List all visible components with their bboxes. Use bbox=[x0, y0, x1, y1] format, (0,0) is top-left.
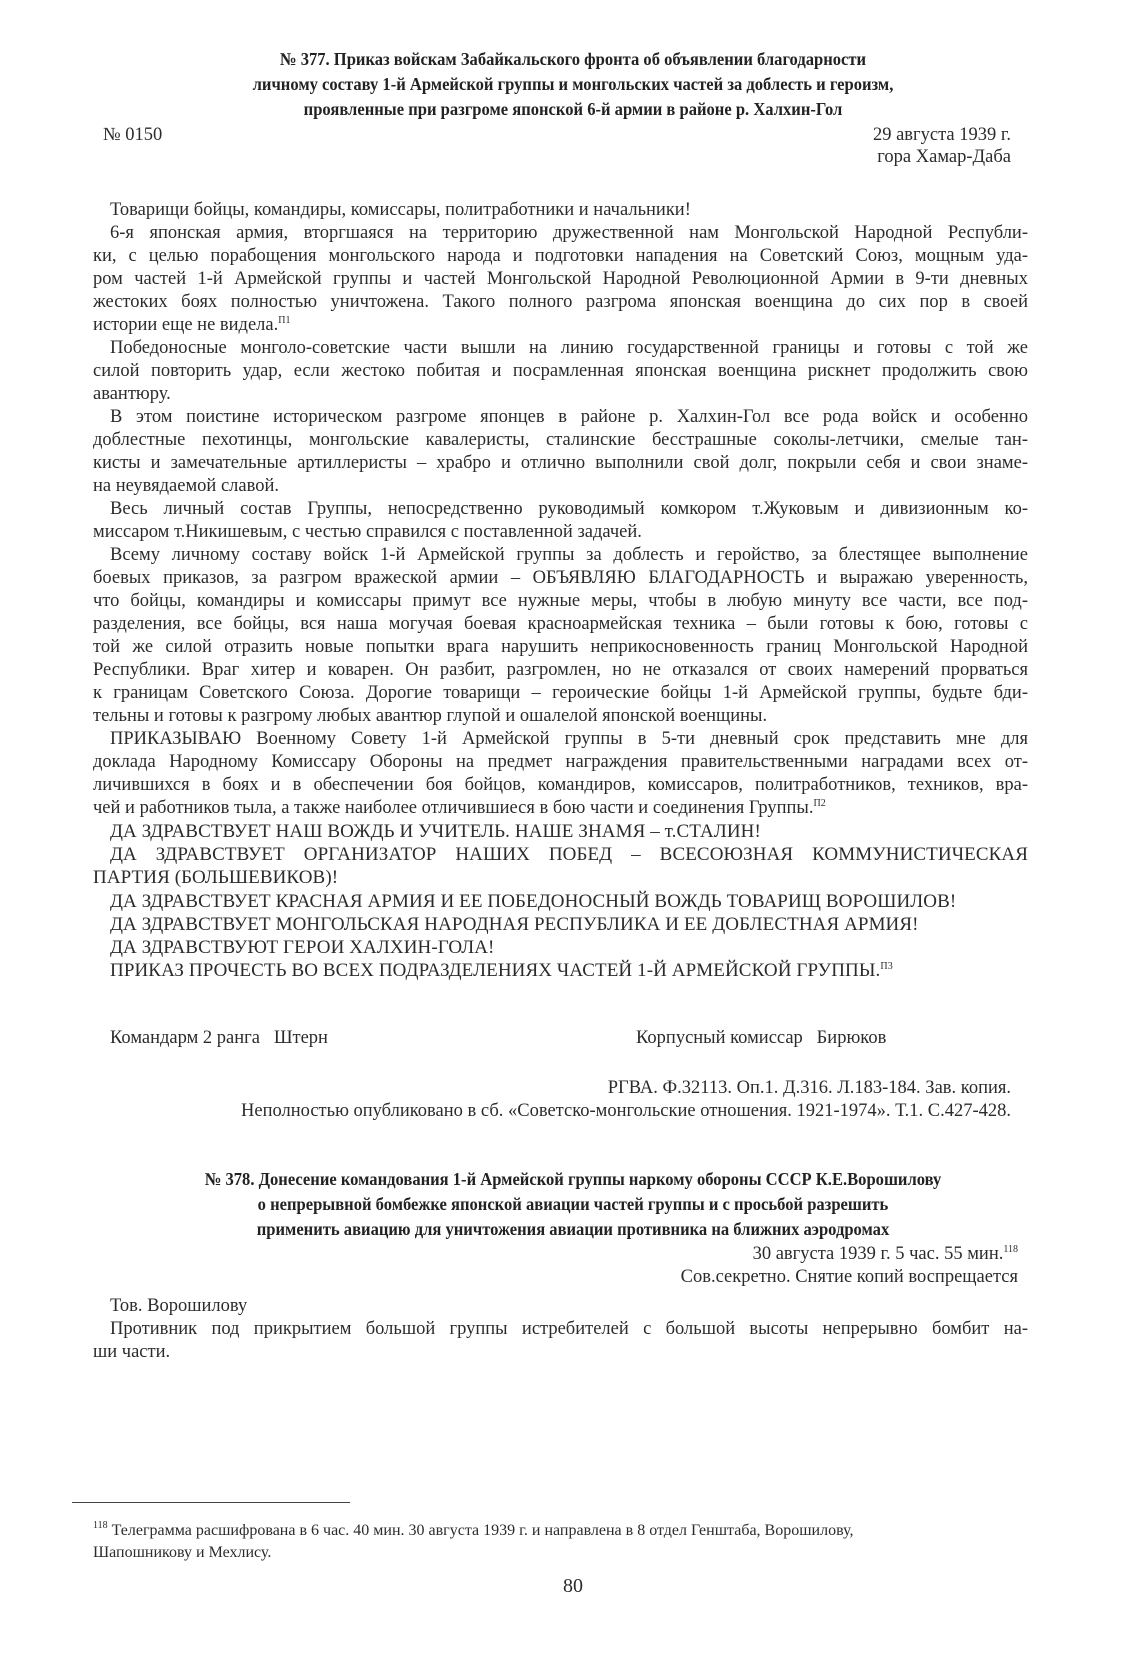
doc378-title-line: о непрерывной бомбежке японской авиации частей группы и с просьбой разрешить bbox=[257, 1194, 889, 1214]
doc377-order-number: № 0150 bbox=[103, 125, 163, 145]
body-line: ПРИКАЗЫВАЮ Военному Совету 1-й Армейской группы в 5-ти дневный срок представить мне для bbox=[110, 729, 1028, 749]
body-line: истории еще не видела.$^{П1}$ bbox=[93, 315, 291, 335]
body-line: силой повторить удар, если жестоко побитая и посрамленная японская военщина рискнет продолжить свою bbox=[93, 361, 1028, 381]
signature-left: Командарм 2 ранга Штерн bbox=[110, 1028, 328, 1048]
footnote-mark: П2 bbox=[813, 798, 826, 809]
publication-reference: Неполностью опубликовано в сб. «Советско-монгольские отношения. 1921-1974». Т.1. С.427-428. bbox=[241, 1101, 1011, 1121]
body-line: личившихся в боях и в обеспечении боя бойцов, командиров, комиссаров, политработников, техников, вра- bbox=[93, 775, 1028, 795]
doc377-date: 29 августа 1939 г. bbox=[872, 125, 1011, 145]
body-line: той же силой отразить новые попытки врага нарушить неприкосновенность границ Монгольской Народной bbox=[93, 637, 1028, 657]
doc377-title-line: проявленные при разгроме японской 6-й армии в районе р. Халхин-Гол bbox=[303, 99, 843, 119]
slogan: ДА ЗДРАВСТВУЕТ МОНГОЛЬСКАЯ НАРОДНАЯ РЕСПУБЛИКА И ЕЕ ДОБЛЕСТНАЯ АРМИЯ! bbox=[110, 914, 919, 935]
body-line: В этом поистине историческом разгроме японцев в районе р. Халхин-Гол все рода войск и особенно bbox=[110, 407, 1028, 427]
body-line: на неувядаемой славой. bbox=[93, 476, 279, 496]
body-line: ши части. bbox=[93, 1342, 171, 1362]
doc378-title-line: № 378. Донесение командования 1-й Армейской группы наркому обороны СССР К.Е.Ворошилову bbox=[204, 1169, 942, 1189]
page-number: 80 bbox=[563, 1575, 583, 1597]
body-line: к границам Советского Союза. Дорогие товарищи – героические бойцы 1-й Армейской группы, будьте бди- bbox=[93, 683, 1028, 703]
body-line: ки, с целью порабощения монгольского народа и подготовки нападения на Советский Союз, мощным уда- bbox=[93, 246, 1028, 266]
body-line: боевых приказов, за разгром вражеской армии – ОБЪЯВЛЯЮ БЛАГОДАРНОСТЬ и выражаю уверенность, bbox=[93, 568, 1028, 588]
signature-right: Корпусный комиссар Бирюков bbox=[636, 1028, 887, 1048]
body-line: миссаром т.Никишевым, с честью справился с поставленной задачей. bbox=[93, 522, 642, 542]
body-line: ром частей 1-й Армейской группы и частей Монгольской Народной Революционной Армии в 9-ти дневных bbox=[93, 269, 1028, 289]
body-line: Противник под прикрытием большой группы истребителей с большой высоты непрерывно бомбит на- bbox=[110, 1319, 1028, 1339]
slogan: ДА ЗДРАВСТВУЕТ КРАСНАЯ АРМИЯ И ЕЕ ПОБЕДОНОСНЫЙ ВОЖДЬ ТОВАРИЩ ВОРОШИЛОВ! bbox=[110, 891, 957, 912]
body-line: авантюру. bbox=[93, 384, 171, 404]
footnote-mark: 118 bbox=[1003, 1244, 1018, 1255]
doc377-title-line: личному составу 1-й Армейской группы и монгольских частей за доблесть и героизм, bbox=[252, 74, 894, 94]
doc377-place: гора Хамар-Даба bbox=[877, 147, 1011, 167]
body-line: доклада Народному Комиссару Обороны на предмет награждения правительственными наградами всех от- bbox=[93, 752, 1028, 772]
slogan: ДА ЗДРАВСТВУЕТ НАШ ВОЖДЬ И УЧИТЕЛЬ. НАШЕ ЗНАМЯ – т.СТАЛИН! bbox=[110, 821, 761, 842]
footnote-line: $^{118}$ Телеграмма расшифрована в 6 час. 40 мин. 30 августа 1939 г. и направлена в 8 отдел Генштаба, Ворошилову, bbox=[93, 1520, 854, 1539]
body-line: Всему личному составу войск 1-й Армейской группы за доблесть и геройство, за блестящее выполнение bbox=[110, 545, 1028, 565]
body-line: Весь личный состав Группы, непосредственно руководимый комкором т.Жуковым и дивизионным ко- bbox=[110, 499, 1028, 519]
slogan: ПРИКАЗ ПРОЧЕСТЬ ВО ВСЕХ ПОДРАЗДЕЛЕНИЯХ ЧАСТЕЙ 1-Й АРМЕЙСКОЙ ГРУППЫ.$^{П3}$ bbox=[110, 960, 893, 981]
footnote-mark: П1 bbox=[278, 315, 291, 326]
slogan: ДА ЗДРАВСТВУЕТ ОРГАНИЗАТОР НАШИХ ПОБЕД – ВСЕСОЮЗНАЯ КОММУНИСТИЧЕСКАЯ bbox=[110, 844, 1028, 865]
doc378-title-line: применить авиацию для уничтожения авиации противника на ближних аэродромах bbox=[256, 1219, 890, 1239]
body-line: Республики. Враг хитер и коварен. Он разбит, разгромлен, но не отказался от своих намерений прорваться bbox=[93, 660, 1028, 680]
body-line: разделения, все бойцы, вся наша могучая боевая красноармейская техника – были готовы к бою, готовы с bbox=[93, 614, 1028, 634]
greeting: Товарищи бойцы, командиры, комиссары, политработники и начальники! bbox=[110, 200, 691, 220]
archive-reference: РГВА. Ф.32113. Оп.1. Д.316. Л.183-184. Зав. копия. bbox=[607, 1078, 1011, 1098]
doc378-classification: Сов.секретно. Снятие копий воспрещается bbox=[680, 1267, 1018, 1287]
body-line: чей и работников тыла, а также наиболее отличившиеся в бою части и соединения Группы.$^{П2}$ bbox=[93, 798, 826, 818]
body-line: 6-я японская армия, вторгшаяся на территорию дружественной нам Монгольской Народной Республи- bbox=[110, 223, 1028, 243]
slogan: ПАРТИЯ (БОЛЬШЕВИКОВ)! bbox=[93, 867, 339, 888]
body-line: жестоких боях полностью уничтожена. Такого полного разгрома японская военщина до сих пор в своей bbox=[93, 292, 1028, 312]
footnote-mark: П3 bbox=[880, 961, 893, 972]
doc378-date: 30 августа 1939 г. 5 час. 55 мин.$^{118}$ bbox=[752, 1244, 1018, 1264]
doc378-addressee: Тов. Ворошилову bbox=[110, 1296, 248, 1316]
footnote-separator bbox=[72, 1502, 350, 1503]
body-line: Победоносные монголо-советские части вышли на линию государственной границы и готовы с той же bbox=[110, 338, 1028, 358]
doc377-title-line: № 377. Приказ войскам Забайкальского фронта об объявлении благодарности bbox=[279, 49, 867, 69]
body-line: кисты и замечательные артиллеристы – храбро и отлично выполнили свой долг, покрыли себя и свои знаме- bbox=[93, 453, 1028, 473]
footnote-line: Шапошникову и Мехлису. bbox=[93, 1544, 272, 1561]
slogan: ДА ЗДРАВСТВУЮТ ГЕРОИ ХАЛХИН-ГОЛА! bbox=[110, 937, 495, 958]
body-line: что бойцы, командиры и комиссары примут все нужные меры, чтобы в любую минуту все части, все под- bbox=[93, 591, 1028, 611]
body-line: тельны и готовы к разгрому любых авантюр глупой и ошалелой японской военщины. bbox=[93, 706, 768, 726]
footnote-number: 118 bbox=[93, 1520, 108, 1531]
body-line: доблестные пехотинцы, монгольские кавалеристы, сталинские бесстрашные соколы-летчики, смелые тан- bbox=[93, 430, 1028, 450]
